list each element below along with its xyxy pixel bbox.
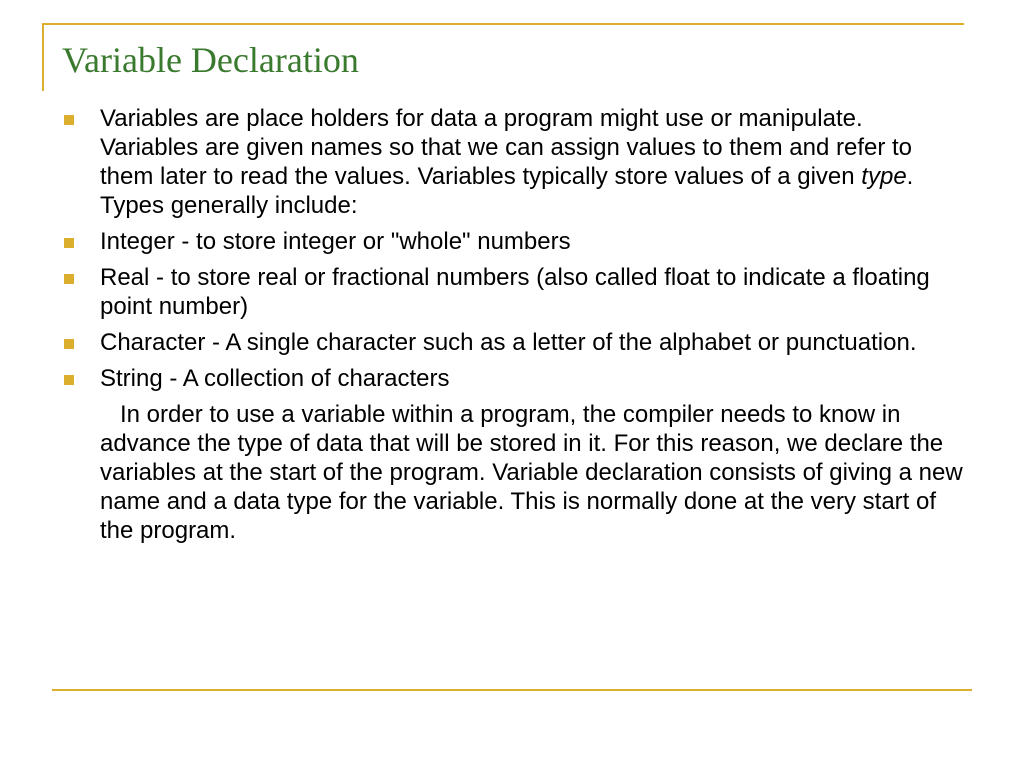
- bullet-item-integer: [60, 227, 965, 256]
- bullet-item-character: [60, 328, 965, 357]
- closing-paragraph: In order to use a variable within a program, the compiler needs to know in advance the type of data that will be stored in it. For this reason, we declare the variables at the start of the program. Variable declaration consists of giving a new name and a data type for the variable. This is normally done at the very start of the program.: [100, 401, 963, 544]
- bullet-text-pre: Variables are place holders for data a program might use or manipulate. Variables are given names so that we can assign values to them and refer to them later to read the values. Variables typically store values of a given: [100, 105, 913, 190]
- square-bullet-icon: [64, 339, 74, 349]
- closing-paragraph-item: [60, 400, 965, 545]
- bullet-item-string: [60, 364, 965, 393]
- bullet-item-real: [60, 263, 965, 321]
- bullet-text: Real - to store real or fractional numbers (also called float to indicate a floating point number): [100, 264, 930, 320]
- frame-left-rule: [42, 23, 44, 91]
- bullet-item-variables: [60, 104, 965, 220]
- square-bullet-icon: [64, 238, 74, 248]
- frame-bottom-rule: [52, 689, 972, 691]
- bullet-text: String - A collection of characters: [100, 365, 450, 392]
- frame-top-rule: [44, 23, 964, 25]
- bullet-text: Character - A single character such as a letter of the alphabet or punctuation.: [100, 329, 917, 356]
- square-bullet-icon: [64, 375, 74, 385]
- bullet-list: [60, 104, 965, 545]
- square-bullet-icon: [64, 115, 74, 125]
- bullet-text: Integer - to store integer or "whole" numbers: [100, 228, 571, 255]
- bullet-text-post: . Types generally include:: [100, 163, 914, 219]
- slide-title: Variable Declaration: [62, 40, 359, 80]
- square-bullet-icon: [64, 274, 74, 284]
- bullet-text-emphasis: type: [861, 163, 907, 190]
